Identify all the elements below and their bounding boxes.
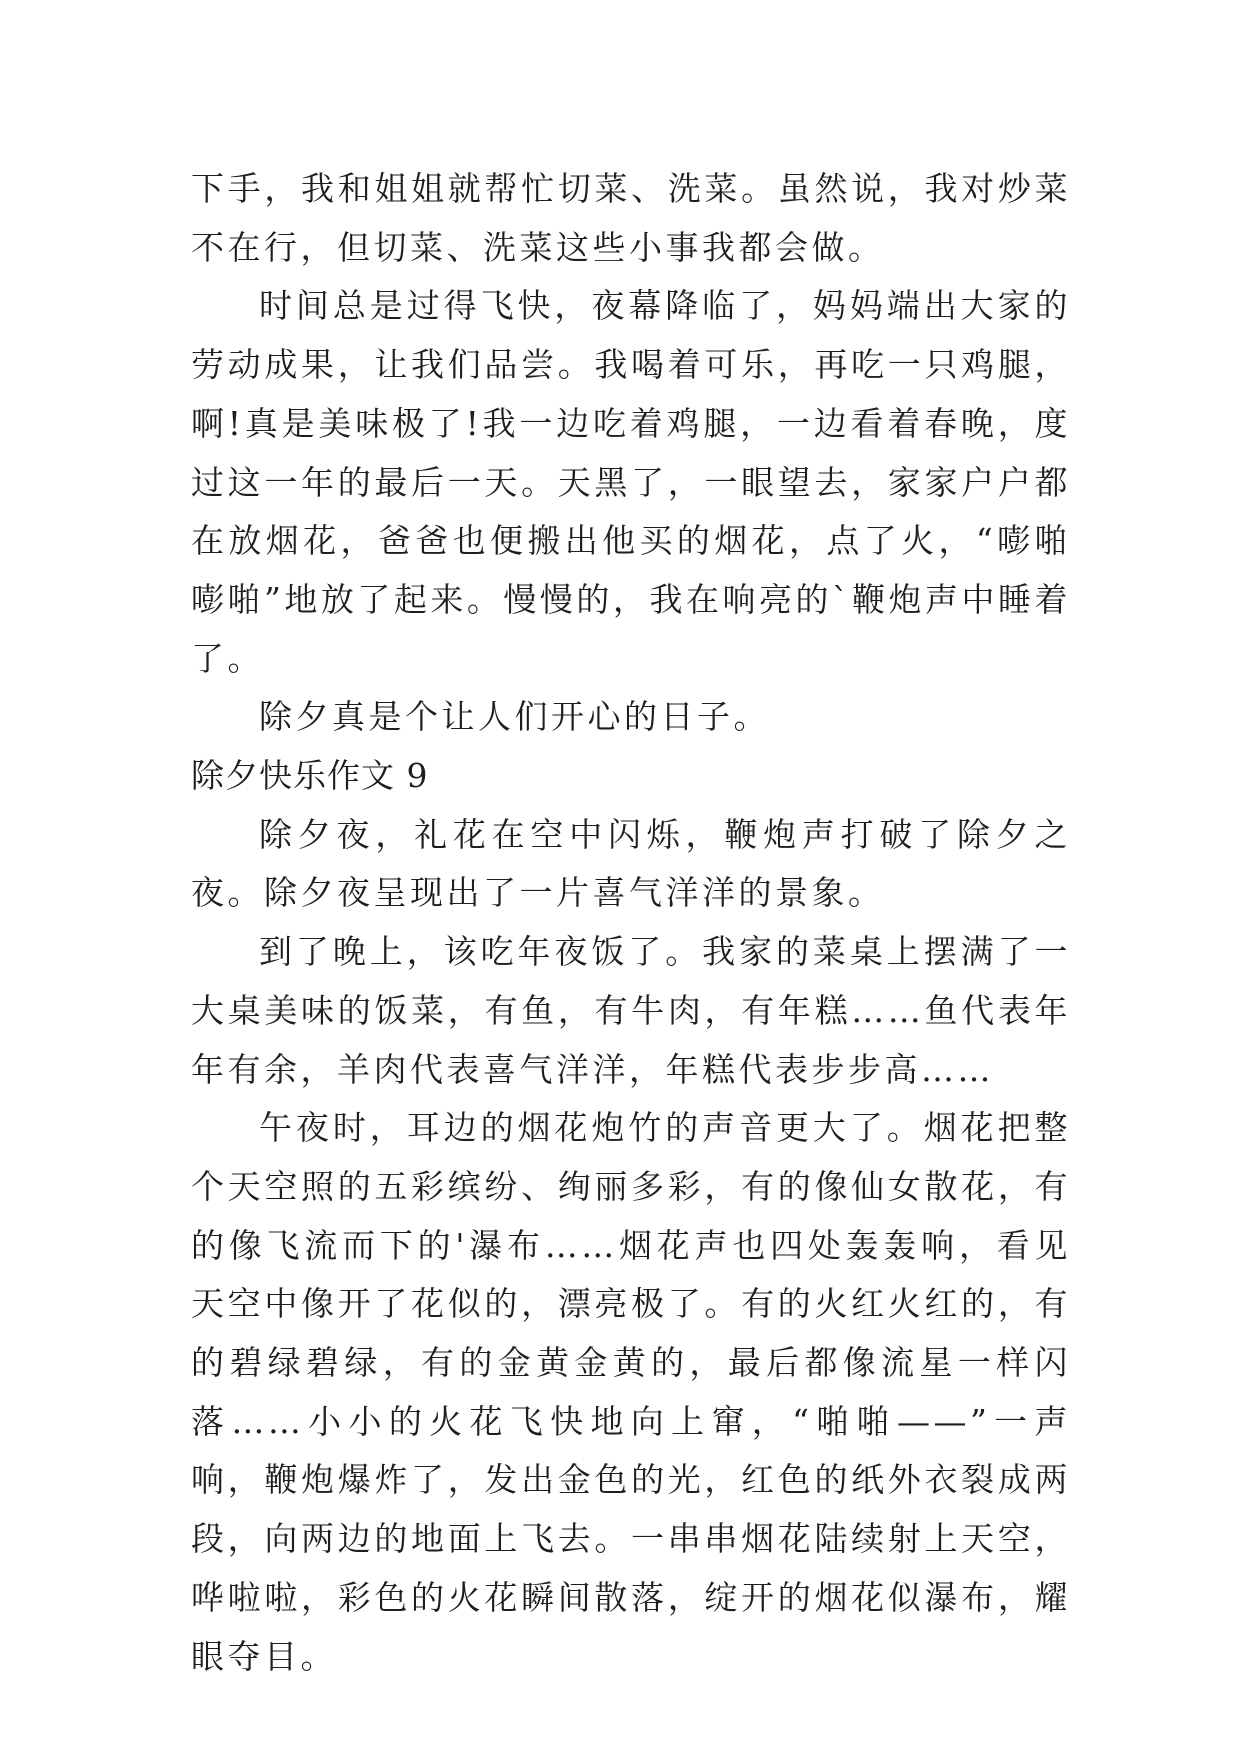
- paragraph-5: 到了晚上，该吃年夜饭了。我家的菜桌上摆满了一大桌美味的饭菜，有鱼，有牛肉，有年糕……鱼代表年年有余，羊肉代表喜气洋洋，年糕代表步步高……: [191, 932, 1071, 1089]
- paragraph-3: 除夕真是个让人们开心的日子。: [259, 697, 770, 737]
- article-body: [191, 160, 1071, 1686]
- paragraph-2: 时间总是过得飞快，夜幕降临了，妈妈端出大家的劳动成果，让我们品尝。我喝着可乐，再吃一只鸡腿，啊!真是美味极了!我一边吃着鸡腿，一边看着春晚，度过这一年的最后一天。天黑了，一眼望去，家家户户都在放烟花，爸爸也便搬出他买的烟花，点了火，“嘭啪嘭啪”地放了起来。慢慢的，我在响亮的`鞭炮声中睡着了。: [191, 286, 1071, 678]
- paragraph-4: 除夕夜，礼花在空中闪烁，鞭炮声打破了除夕之夜。除夕夜呈现出了一片喜气洋洋的景象。: [191, 814, 1071, 913]
- section-heading: 除夕快乐作文 9: [191, 756, 429, 796]
- paragraph-1: 下手，我和姐姐就帮忙切菜、洗菜。虽然说，我对炒菜不在行，但切菜、洗菜这些小事我都会做。: [191, 169, 1071, 267]
- paragraph-6: 午夜时，耳边的烟花炮竹的声音更大了。烟花把整个天空照的五彩缤纷、绚丽多彩，有的像仙女散花，有的像飞流而下的'瀑布……烟花声也四处轰轰响，看见天空中像开了花似的，漂亮极了。有的火红火红的，有的碧绿碧绿，有的金黄金黄的，最后都像流星一样闪落……小小的火花飞快地向上窜，“啪啪——”一声响，鞭炮爆炸了，发出金色的光，红色的纸外衣裂成两段，向两边的地面上飞去。一串串烟花陆续射上天空，哗啦啦，彩色的火花瞬间散落，绽开的烟花似瀑布，耀眼夺目。: [191, 1108, 1071, 1676]
